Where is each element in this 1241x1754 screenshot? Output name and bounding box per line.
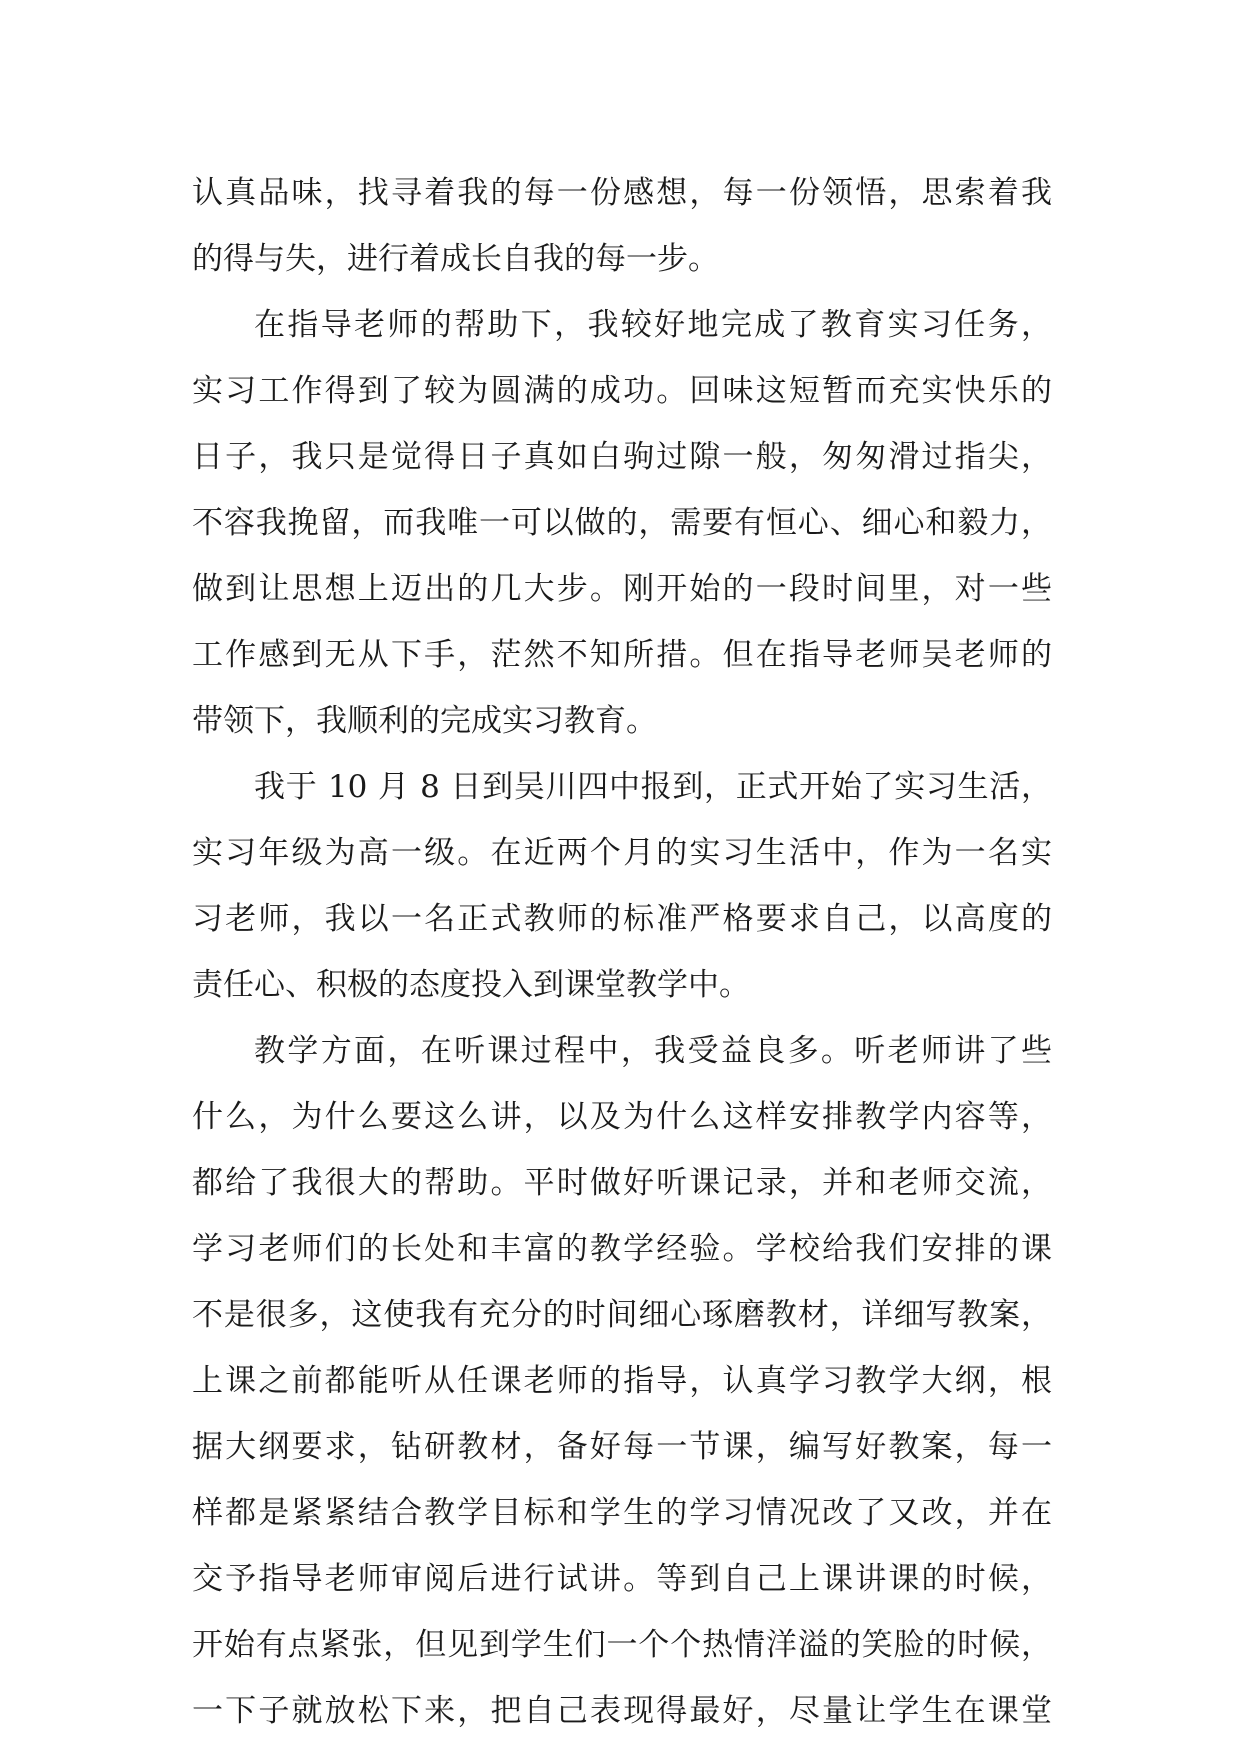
text-line: 学习老师们的长处和丰富的教学经验。学校给我们安排的课 bbox=[192, 1231, 1052, 1267]
text-line: 上课之前都能听从任课老师的指导，认真学习教学大纲，根 bbox=[192, 1363, 1052, 1399]
text-line: 做到让思想上迈出的几大步。刚开始的一段时间里，对一些 bbox=[192, 571, 1052, 607]
text-line: 认真品味，找寻着我的每一份感想，每一份领悟，思索着我 bbox=[192, 175, 1052, 211]
text-line: 什么，为什么要这么讲，以及为什么这样安排教学内容等， bbox=[192, 1099, 1052, 1135]
text-line: 样都是紧紧结合教学目标和学生的学习情况改了又改，并在 bbox=[192, 1495, 1052, 1531]
text-line: 开始有点紧张，但见到学生们一个个热情洋溢的笑脸的时候， bbox=[192, 1627, 1052, 1663]
paragraph-first-line: 教学方面，在听课过程中，我受益良多。听老师讲了些 bbox=[254, 1033, 1052, 1069]
text-line: 都给了我很大的帮助。平时做好听课记录，并和老师交流， bbox=[192, 1165, 1052, 1201]
text-line: 实习工作得到了较为圆满的成功。回味这短暂而充实快乐的 bbox=[192, 373, 1052, 409]
text-line: 日子，我只是觉得日子真如白驹过隙一般，匆匆滑过指尖， bbox=[192, 439, 1052, 475]
body-text bbox=[192, 160, 1052, 1744]
text-line: 习老师，我以一名正式教师的标准严格要求自己，以高度的 bbox=[192, 901, 1052, 937]
paragraph-first-line: 我于 10 月 8 日到吴川四中报到，正式开始了实习生活， bbox=[254, 769, 1052, 805]
text-line: 交予指导老师审阅后进行试讲。等到自己上课讲课的时候， bbox=[192, 1561, 1052, 1597]
text-line: 责任心、积极的态度投入到课堂教学中。 bbox=[192, 967, 750, 1003]
text-line: 工作感到无从下手，茫然不知所措。但在指导老师吴老师的 bbox=[192, 637, 1052, 673]
text-line: 不容我挽留，而我唯一可以做的，需要有恒心、细心和毅力， bbox=[192, 505, 1052, 541]
text-line: 据大纲要求，钻研教材，备好每一节课，编写好教案，每一 bbox=[192, 1429, 1052, 1465]
paragraph-first-line: 在指导老师的帮助下，我较好地完成了教育实习任务， bbox=[254, 307, 1052, 343]
text-line: 带领下，我顺利的完成实习教育。 bbox=[192, 703, 657, 739]
text-line: 不是很多，这使我有充分的时间细心琢磨教材，详细写教案， bbox=[192, 1297, 1052, 1333]
text-line: 的得与失，进行着成长自我的每一步。 bbox=[192, 241, 719, 277]
text-line: 一下子就放松下来，把自己表现得最好，尽量让学生在课堂 bbox=[192, 1693, 1052, 1729]
text-line: 实习年级为高一级。在近两个月的实习生活中，作为一名实 bbox=[192, 835, 1052, 871]
